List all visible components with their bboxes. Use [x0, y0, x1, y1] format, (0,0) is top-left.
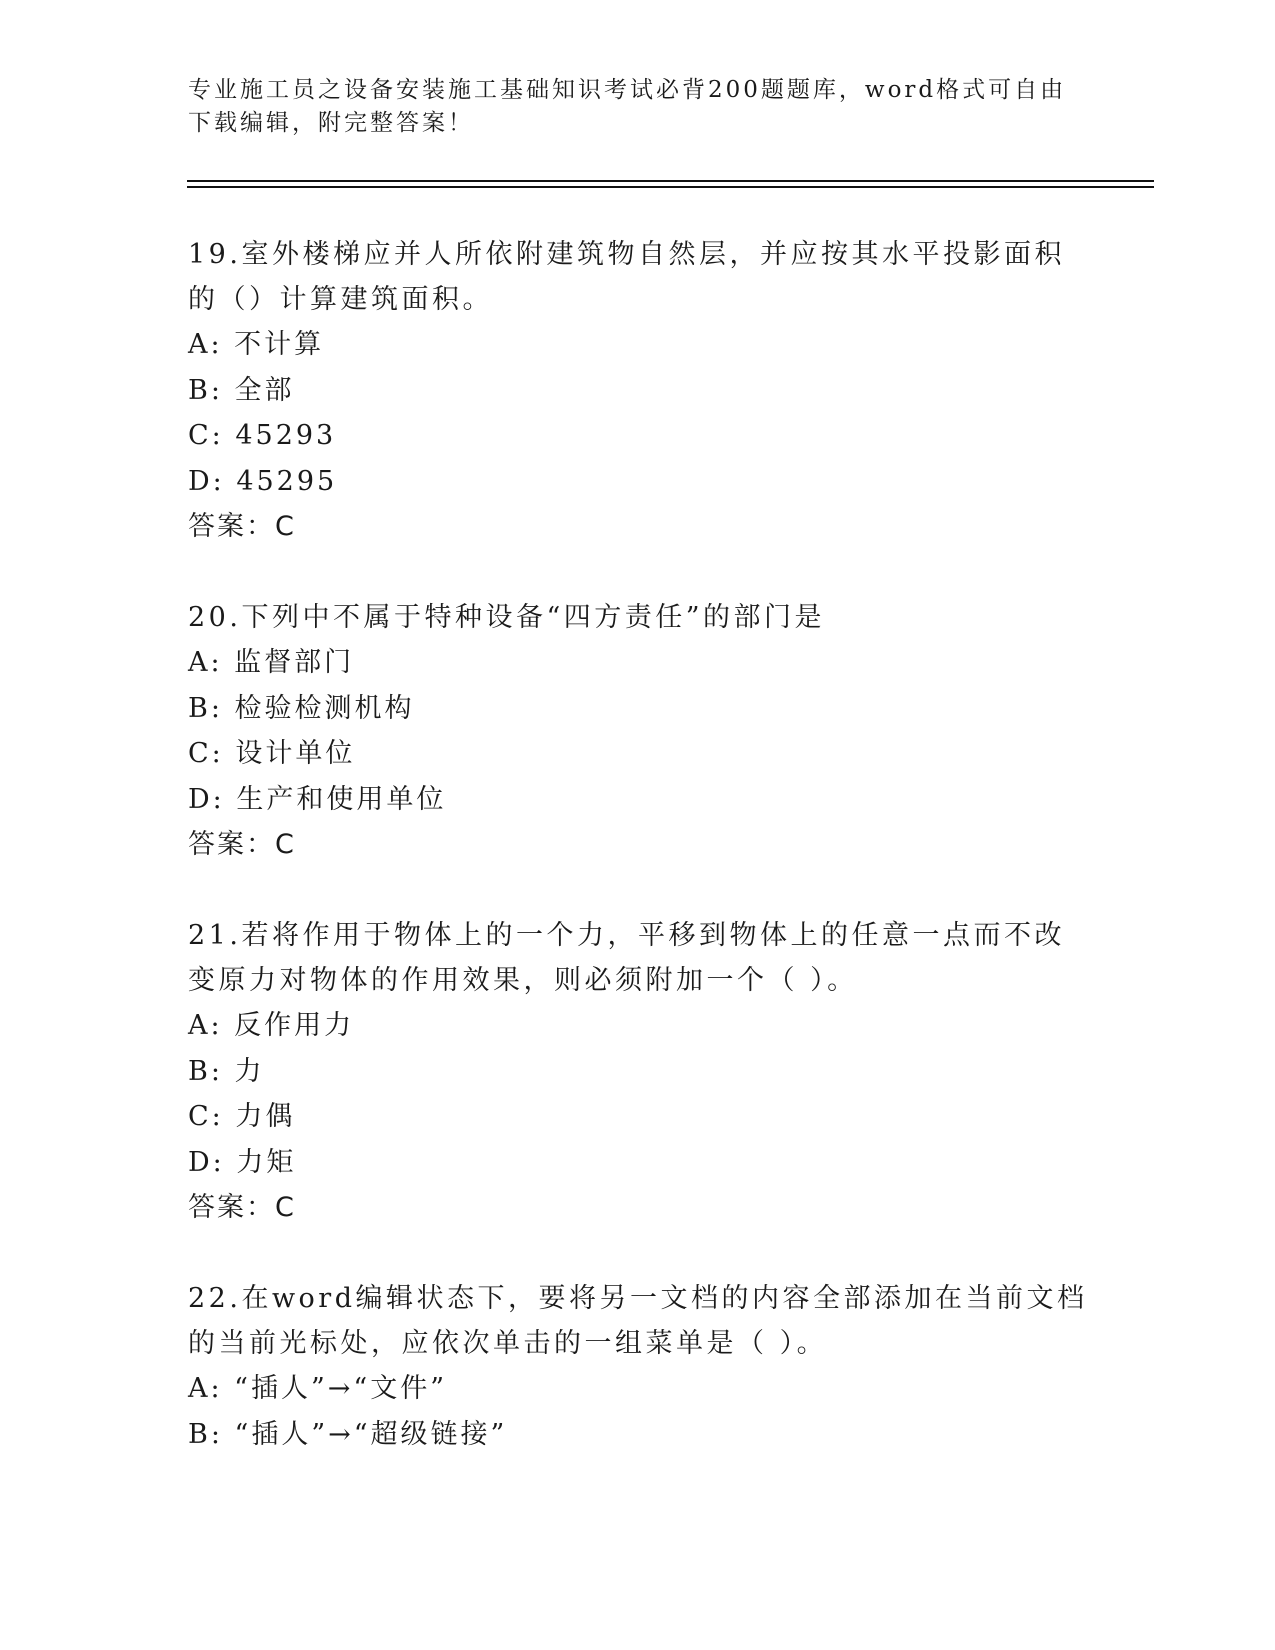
- document-header: 专业施工员之设备安装施工基础知识考试必背200题题库，word格式可自由下载编辑，附完整答案！: [188, 77, 1067, 136]
- option-c: C: 设计单位: [188, 738, 356, 769]
- option-a: A: 监督部门: [188, 647, 355, 678]
- header-divider-top: [187, 180, 1154, 182]
- question-21: [188, 913, 1088, 1231]
- option-b: B: 检验检测机构: [188, 692, 415, 724]
- question-19: [188, 232, 1088, 550]
- question-stem: 21.若将作用于物体上的一个力，平移到物体上的任意一点而不改变原力对物体的作用效果，则必须附加一个（ ）。: [188, 920, 1065, 996]
- option-c: C: 力偶: [188, 1101, 296, 1132]
- answer: 答案：C: [188, 511, 296, 542]
- option-a: A: “插人”→“文件”: [188, 1373, 448, 1404]
- option-d: D: 力矩: [188, 1146, 297, 1178]
- question-22: [188, 1276, 1088, 1457]
- answer: 答案：C: [188, 829, 296, 860]
- option-c: C: 45293: [188, 420, 337, 451]
- option-a: A: 不计算: [188, 329, 325, 360]
- option-b: B: “插人”→“超级链接”: [188, 1418, 508, 1450]
- question-stem: 20.下列中不属于特种设备“四方责任”的部门是: [188, 602, 826, 633]
- option-b: B: 力: [188, 1055, 265, 1087]
- option-b: B: 全部: [188, 374, 295, 406]
- header-divider-bottom: [187, 186, 1154, 188]
- option-a: A: 反作用力: [188, 1010, 355, 1041]
- answer: 答案：C: [188, 1192, 296, 1223]
- question-20: [188, 595, 1088, 868]
- option-d: D: 45295: [188, 465, 338, 497]
- question-stem: 19.室外楼梯应并人所依附建筑物自然层，并应按其水平投影面积的（）计算建筑面积。: [188, 239, 1065, 315]
- question-stem: 22.在word编辑状态下，要将另一文档的内容全部添加在当前文档的当前光标处，应依次单击的一组菜单是（ ）。: [188, 1283, 1088, 1359]
- option-d: D: 生产和使用单位: [188, 783, 447, 815]
